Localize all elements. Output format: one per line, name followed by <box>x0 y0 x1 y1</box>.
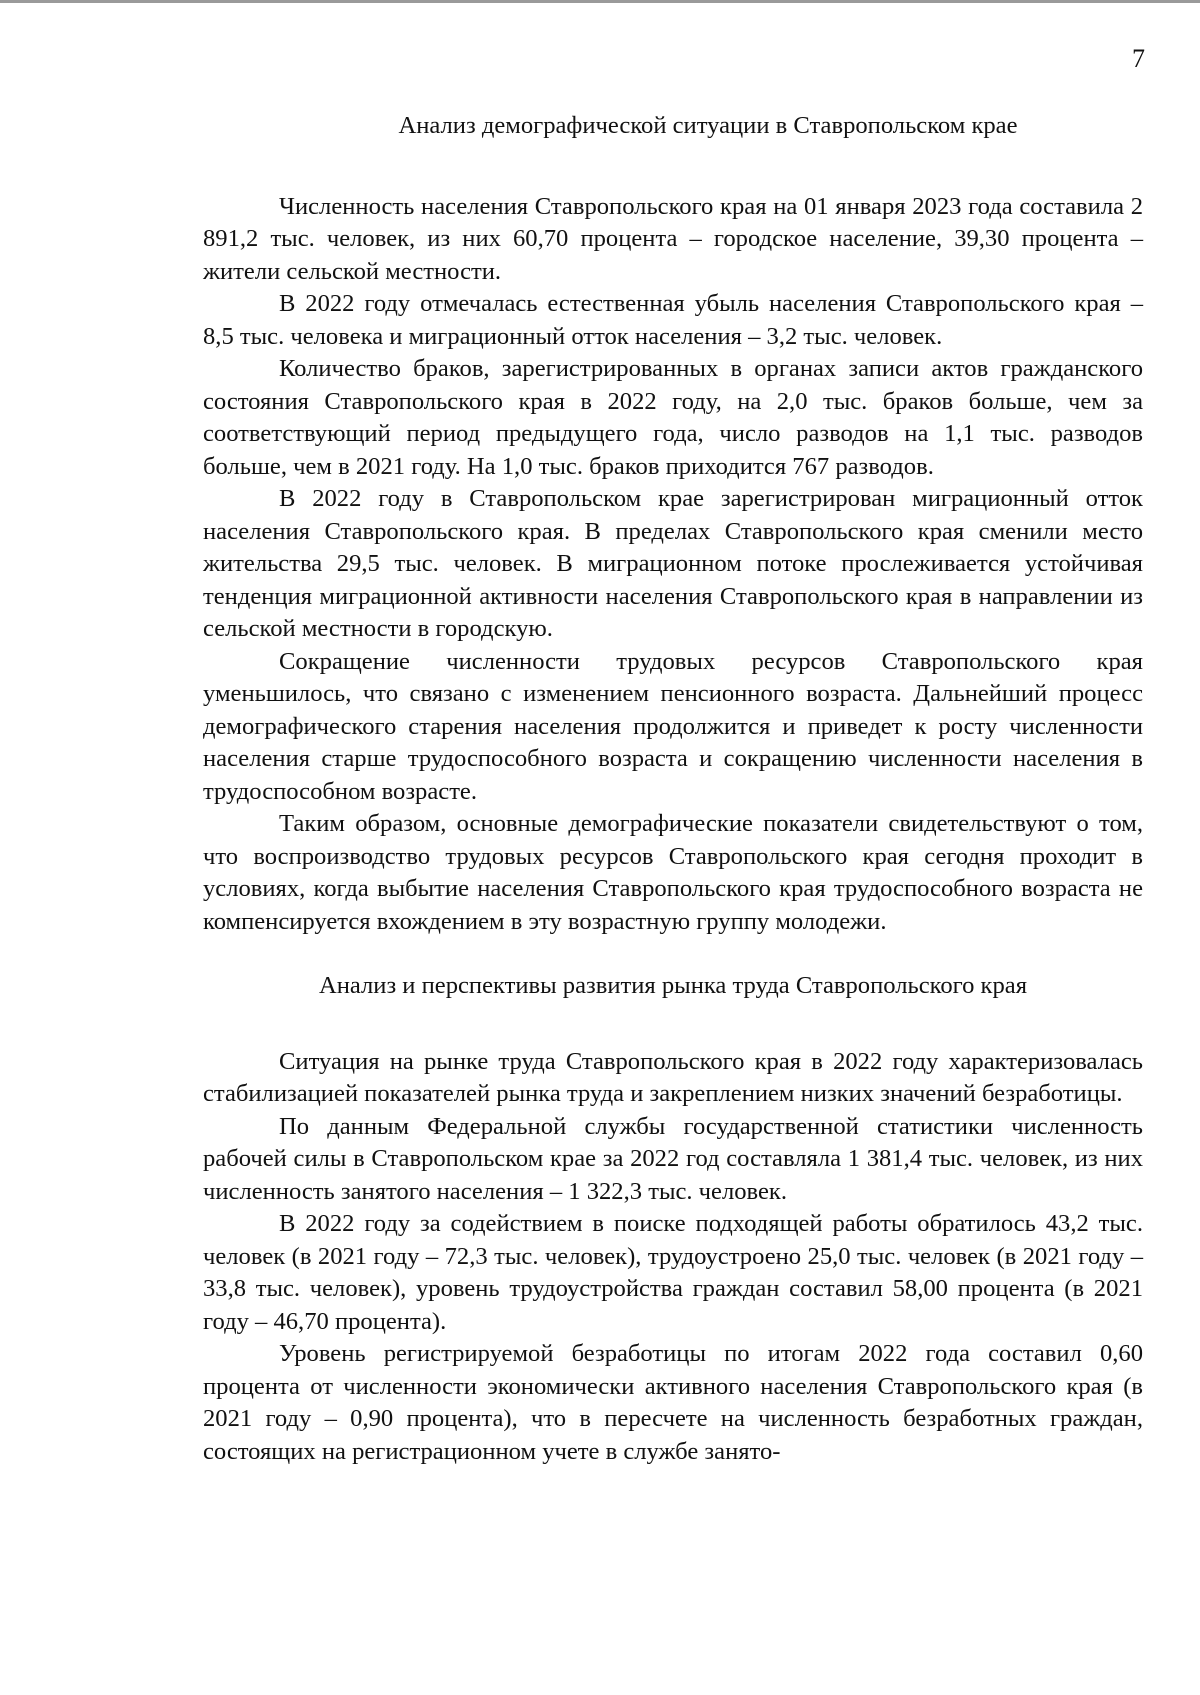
section-title-demography: Анализ демографической ситуации в Ставропольском крае <box>398 112 1018 139</box>
document-body <box>203 110 1143 1468</box>
scan-edge-line <box>0 0 1200 3</box>
paragraph: Уровень регистрируемой безработицы по итогам 2022 года составил 0,60 процента от численности экономически активного населения Ставропольского края (в 2021 году – 0,90 процента), что в пересчете на численность безработных граждан, состоящих на регистрационном учете в службе занято- <box>203 1340 1143 1465</box>
paragraph: В 2022 году в Ставропольском крае зарегистрирован миграционный отток населения Ставропольского края. В пределах Ставропольского края сменили место жительства 29,5 тыс. человек. В миграционном потоке прослеживается устойчивая тенденция миграционной активности населения Ставропольского края в направлении из сельской местности в городскую. <box>203 485 1143 642</box>
section-title-labor-market: Анализ и перспективы развития рынка труда Ставропольского края <box>318 972 1028 999</box>
paragraph: В 2022 году отмечалась естественная убыль населения Ставропольского края – 8,5 тыс. человека и миграционный отток населения – 3,2 тыс. человек. <box>203 290 1143 350</box>
paragraph: Сокращение численности трудовых ресурсов Ставропольского края уменьшилось, что связано с изменением пенсионного возраста. Дальнейший процесс демографического старения населения продолжится и приведет к росту численности населения старше трудоспособного возраста и сокращению численности населения в трудоспособном возрасте. <box>203 647 1143 805</box>
paragraph: Количество браков, зарегистрированных в органах записи актов гражданского состояния Ставропольского края в 2022 году, на 2,0 тыс. браков больше, чем за соответствующий период предыдущего года, число разводов на 1,1 тыс. разводов больше, чем в 2021 году. На 1,0 тыс. браков приходится 767 разводов. <box>203 355 1143 480</box>
paragraph: По данным Федеральной службы государственной статистики численность рабочей силы в Ставропольском крае за 2022 год составляла 1 381,4 тыс. человек, из них численность занятого населения – 1 322,3 тыс. человек. <box>203 1112 1143 1205</box>
paragraph: Таким образом, основные демографические показатели свидетельствуют о том, что воспроизводство трудовых ресурсов Ставропольского края сегодня проходит в условиях, когда выбытие населения Ставропольского края трудоспособного возраста не компенсируется вхождением в эту возрастную группу молодежи. <box>203 810 1143 935</box>
paragraph: Ситуация на рынке труда Ставропольского края в 2022 году характеризовалась стабилизацией показателей рынка труда и закреплением низких значений безработицы. <box>203 1047 1143 1107</box>
page-number: 7 <box>1132 44 1145 73</box>
paragraph: Численность населения Ставропольского края на 01 января 2023 года составила 2 891,2 тыс. человек, из них 60,70 процента – городское население, 39,30 процента – жители сельской местности. <box>203 192 1143 285</box>
paragraph: В 2022 году за содействием в поиске подходящей работы обратилось 43,2 тыс. человек (в 2021 году – 72,3 тыс. человек), трудоустроено 25,0 тыс. человек (в 2021 году – 33,8 тыс. человек), уровень трудоустройства граждан составил 58,00 процента (в 2021 году – 46,70 процента). <box>203 1210 1143 1335</box>
